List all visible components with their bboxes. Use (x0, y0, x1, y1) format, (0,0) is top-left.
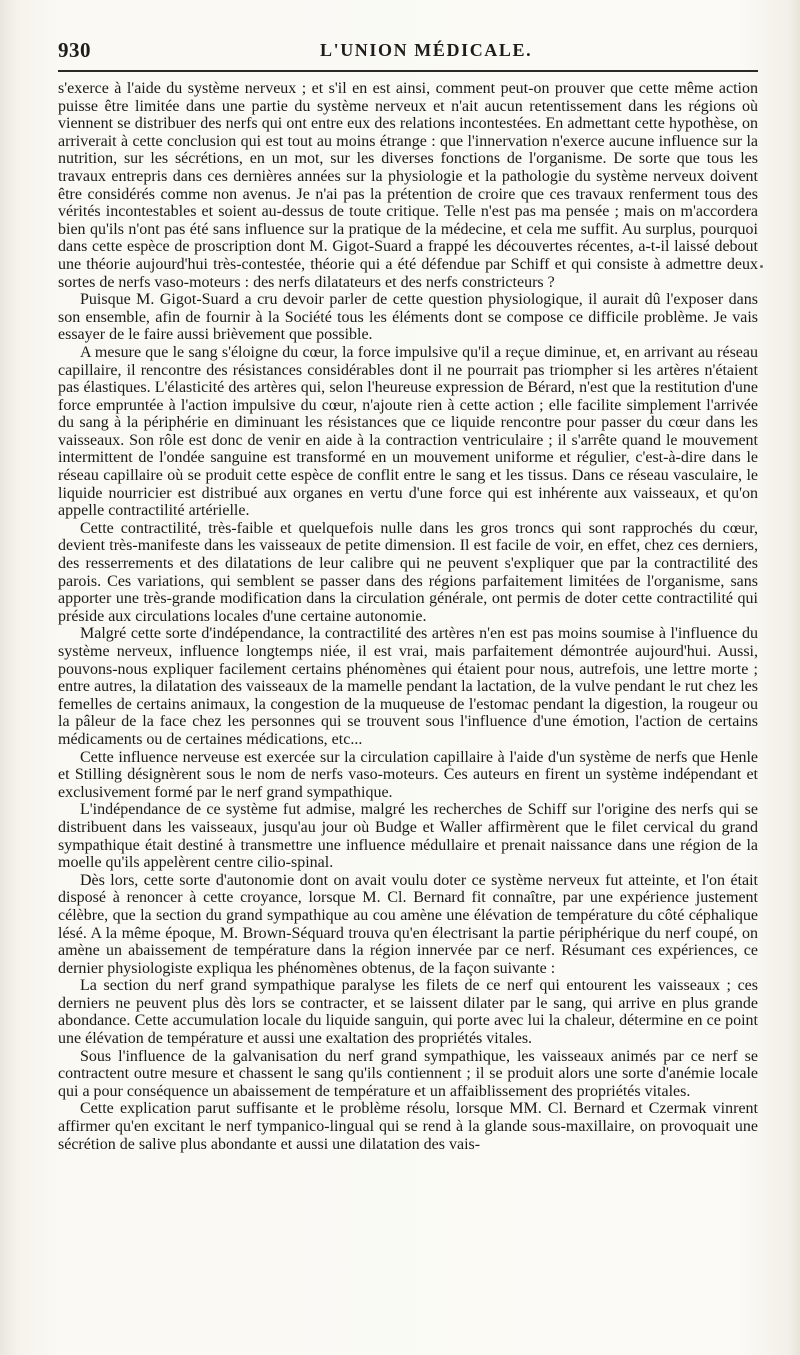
ink-speck (760, 265, 763, 268)
journal-title: L'UNION MÉDICALE. (320, 40, 533, 60)
paragraph: L'indépendance de ce système fut admise, malgré les recherches de Schiff sur l'origine des nerfs qui se distribuent dans les vaisseaux, jusqu'au jour où Budge et Waller affirmèrent que le filet cervical du grand sympathique était destiné à transmettre une influence médullaire et prenait naissance dans une région de la moelle qu'ils appelèrent centre cilio-spinal. (58, 801, 758, 872)
paragraph: La section du nerf grand sympathique paralyse les filets de ce nerf qui entourent les vaisseaux ; ces derniers ne peuvent plus dès lors se contracter, et se laissent dilater par le sang, qui arrive en plus grande abondance. Cette accumulation locale du liquide sanguin, qui porte avec lui la chaleur, détermine en ce point une élévation de température et aussi une exaltation des propriétés vitales. (58, 977, 758, 1048)
paragraph: A mesure que le sang s'éloigne du cœur, la force impulsive qu'il a reçue diminue, et, en arrivant au réseau capillaire, il rencontre des résistances considérables dont il ne pourrait pas triompher si les artères n'étaient pas élastiques. L'élasticité des artères qui, selon l'heureuse expression de Bérard, n'est que la restitution d'une force empruntée à l'action impulsive du cœur, n'ajoute rien à cette action ; elle facilite simplement l'arrivée du sang à la périphérie en diminuant les résistances que ce liquide rencontre pour passer du cœur dans les vaisseaux. Son rôle est donc de venir en aide à la contraction ventriculaire ; il s'arrête quand le mouvement intermittent de l'ondée sanguine est transformé en un mouvement uniforme et régulier, c'est-à-dire dans le réseau capillaire où se produit cette espèce de conflit entre le sang et les tissus. Dans ce réseau vasculaire, le liquide nourricier est distribué aux organes en vertu d'une force qui est inhérente aux vaisseaux, et qu'on appelle contractilité artérielle. (58, 343, 758, 520)
paragraph: s'exerce à l'aide du système nerveux ; et s'il en est ainsi, comment peut-on prouver que cette même action puisse être limitée dans une partie du système nerveux et n'ait aucun retentissement dans les régions où viennent se distribuer des nerfs qui ont entre eux des relations incontestées. En admettant cette hypothèse, on arriverait à cette conclusion qui est tout au moins étrange : que l'innervation n'exerce aucune influence sur la nutrition, sur les sécrétions, en un mot, sur les diverses fonctions de l'organisme. De sorte que tous les travaux entrepris dans ces dernières années sur la physiologie et la pathologie du système nerveux doivent être considérés comme non avenus. Je n'ai pas la prétention de croire que ces travaux renferment tous des vérités incontestables et soient au-dessus de toute critique. Telle n'est pas ma pensée ; mais on m'accordera bien qu'ils n'ont pas été sans influence sur la pratique de la médecine, et cela me suffit. Au surplus, pourquoi dans cette espèce de proscription dont M. Gigot-Suard a frappé les découvertes récentes, a-t-il laissé debout une théorie aujourd'hui très-contestée, théorie qui a été défendue par Schiff et qui consiste à admettre deux sortes de nerfs vaso-moteurs : des nerfs dilatateurs et des nerfs constricteurs ? (58, 80, 758, 291)
paragraph: Malgré cette sorte d'indépendance, la contractilité des artères n'en est pas moins soumise à l'influence du système nerveux, influence longtemps niée, il est vrai, mais parfaitement démontrée aujourd'hui. Aussi, pouvons-nous expliquer facilement certains phénomènes qui étaient pour nous, autrefois, une lettre morte ; entre autres, la dilatation des vaisseaux de la mamelle pendant la lactation, de la vulve pendant le rut chez les femelles de certains animaux, la congestion de la muqueuse de l'estomac pendant la digestion, la rougeur ou la pâleur de la face chez les personnes qui se trouvent sous l'influence d'une émotion, l'action de certains médicaments ou de certaines médications, etc... (58, 625, 758, 748)
running-head (58, 38, 758, 66)
page-number: 930 (58, 38, 91, 62)
header-rule (58, 70, 758, 72)
article-text (58, 80, 758, 1340)
paragraph: Sous l'influence de la galvanisation du nerf grand sympathique, les vaisseaux animés par ce nerf se contractent outre mesure et chassent le sang qu'ils contiennent ; il se produit alors une sorte d'anémie locale qui a pour conséquence un abaissement de température et un affaiblissement des propriétés vitales. (58, 1047, 758, 1100)
paragraph: Cette contractilité, très-faible et quelquefois nulle dans les gros troncs qui sont rapprochés du cœur, devient très-manifeste dans les vaisseaux de petite dimension. Il est facile de voir, en effet, chez ces derniers, des resserrements et des dilatations de leur calibre qui ne peuvent s'expliquer que par la contractilité des parois. Ces variations, qui semblent se passer dans des régions parfaitement limitées de l'organisme, sans apporter une très-grande modification dans la circulation générale, ont permis de doter cette contractilité qui préside aux circulations locales d'une certaine autonomie. (58, 519, 758, 625)
paragraph: Cette explication parut suffisante et le problème résolu, lorsque MM. Cl. Bernard et Czermak vinrent affirmer qu'en excitant le nerf tympanico-lingual qui se rend à la glande sous-maxillaire, on provoquait une sécrétion de salive plus abondante et aussi une dilatation des vais- (58, 1100, 758, 1153)
paragraph: Puisque M. Gigot-Suard a cru devoir parler de cette question physiologique, il aurait dû l'exposer dans son ensemble, afin de fournir à la Société tous les éléments dont se compose ce difficile problème. Je vais essayer de le faire aussi brièvement que possible. (58, 291, 758, 344)
paragraph: Dès lors, cette sorte d'autonomie dont on avait voulu doter ce système nerveux fut atteinte, et l'on était disposé à renoncer à cette croyance, lorsque M. Cl. Bernard fit connaître, par une expérience justement célèbre, que la section du grand sympathique au cou amène une élévation de température du côté céphalique lésé. A la même époque, M. Brown-Séquard trouva qu'en électrisant la partie périphérique du nerf coupé, on amène un abaissement de température dans la région innervée par ce nerf. Résumant ces expériences, ce dernier physiologiste expliqua les phénomènes obtenus, de la façon suivante : (58, 871, 758, 977)
paragraph: Cette influence nerveuse est exercée sur la circulation capillaire à l'aide d'un système de nerfs que Henle et Stilling désignèrent sous le nom de nerfs vaso-moteurs. Ces auteurs en firent un système indépendant et exclusivement formé par le nerf grand sympathique. (58, 748, 758, 801)
